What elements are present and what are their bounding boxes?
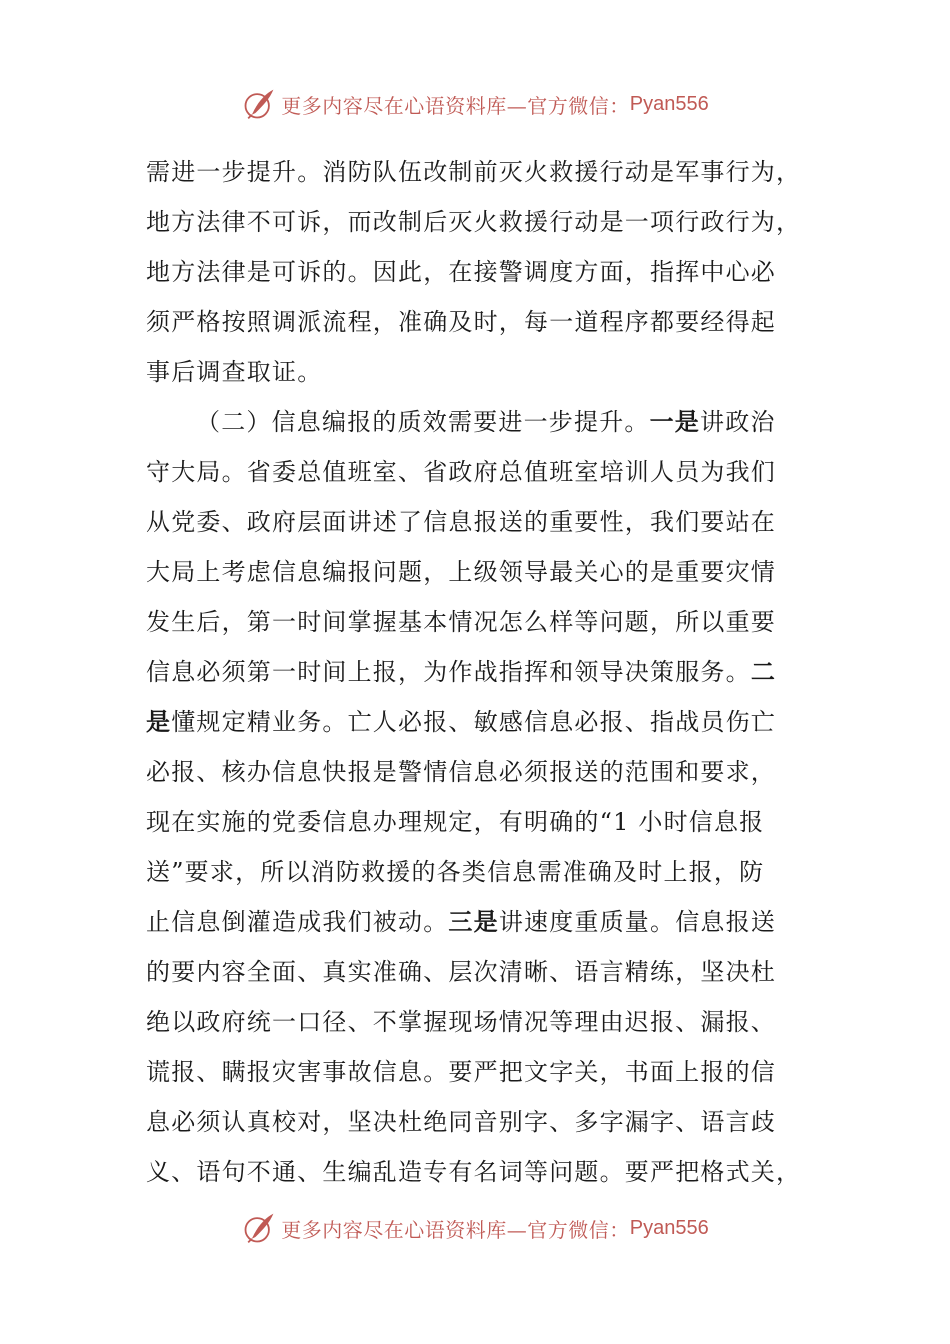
watermark-text: 更多内容尽在心语资料库—官方微信： — [281, 93, 630, 118]
paragraph-line: 大局上考虑信息编报问题，上级领导最关心的是重要灾情 — [146, 558, 776, 586]
watermark-text: 更多内容尽在心语资料库—官方微信： — [281, 1217, 630, 1242]
text-span: 信息必须第一时间上报，为作战指挥和领导决策服务。 — [146, 658, 751, 686]
paragraph-line: 发生后，第一时间掌握基本情况怎么样等问题，所以重要 — [146, 608, 776, 636]
paragraph-line — [146, 647, 806, 697]
text-span: 讲速度重质量。信息报送 — [498, 908, 777, 936]
paragraph-line: 送”要求，所以消防救援的各类信息需准确及时上报，防 — [146, 858, 765, 886]
watermark-wechat-id: Pyan556 — [629, 92, 709, 115]
paragraph-line: 地方法律不可诉，而改制后灭火救援行动是一项行政行为， — [146, 208, 802, 236]
paragraph-line: 义、语句不通、生编乱造专有名词等问题。要严把格式关， — [146, 1158, 802, 1186]
paragraph-line: 事后调查取证。 — [146, 358, 323, 386]
document-body — [146, 147, 806, 1197]
text-span: 讲政治 — [700, 408, 776, 436]
paragraph-line: 现在实施的党委信息办理规定，有明确的“1 小时信息报 — [146, 808, 765, 836]
paragraph-line: 息必须认真校对，坚决杜绝同音别字、多字漏字、语言歧 — [146, 1108, 776, 1136]
watermark-wechat-id: Pyan556 — [629, 1216, 709, 1239]
paragraph-line: 绝以政府统一口径、不掌握现场情况等理由迟报、漏报、 — [146, 1008, 776, 1036]
text-span: 止信息倒灌造成我们被动。 — [146, 908, 449, 936]
text-span: 懂规定精业务。亡人必报、敏感信息必报、指战员伤亡 — [171, 708, 777, 736]
header-watermark — [0, 84, 950, 124]
footer-watermark — [0, 1208, 950, 1248]
paragraph-line: 的要内容全面、真实准确、层次清晰、语言精练，坚决杜 — [146, 958, 776, 986]
paragraph-line — [146, 697, 806, 747]
section-heading-line — [146, 397, 806, 447]
paragraph-line: 谎报、瞒报灾害事故信息。要严把文字关，书面上报的信 — [146, 1058, 776, 1086]
point-marker-two-part2: 是 — [146, 707, 172, 736]
point-marker-one: 一是 — [649, 407, 701, 436]
paragraph-line — [146, 897, 806, 947]
paragraph-line: 守大局。省委总值班室、省政府总值班室培训人员为我们 — [146, 458, 776, 486]
paragraph-line: 从党委、政府层面讲述了信息报送的重要性，我们要站在 — [146, 508, 776, 536]
paragraph-line: 地方法律是可诉的。因此，在接警调度方面，指挥中心必 — [146, 258, 776, 286]
paragraph-line: 须严格按照调派流程，准确及时，每一道程序都要经得起 — [146, 308, 776, 336]
quill-pen-icon — [241, 86, 277, 122]
point-marker-two-part1: 二 — [750, 657, 777, 686]
paragraph-line: 需进一步提升。消防队伍改制前灭火救援行动是军事行为， — [146, 158, 802, 186]
quill-pen-icon — [241, 1210, 277, 1246]
paragraph-line: 必报、核办信息快报是警情信息必须报送的范围和要求， — [146, 758, 776, 786]
section-heading: （二）信息编报的质效需要进一步提升。 — [196, 408, 650, 436]
point-marker-three: 三是 — [448, 907, 499, 936]
